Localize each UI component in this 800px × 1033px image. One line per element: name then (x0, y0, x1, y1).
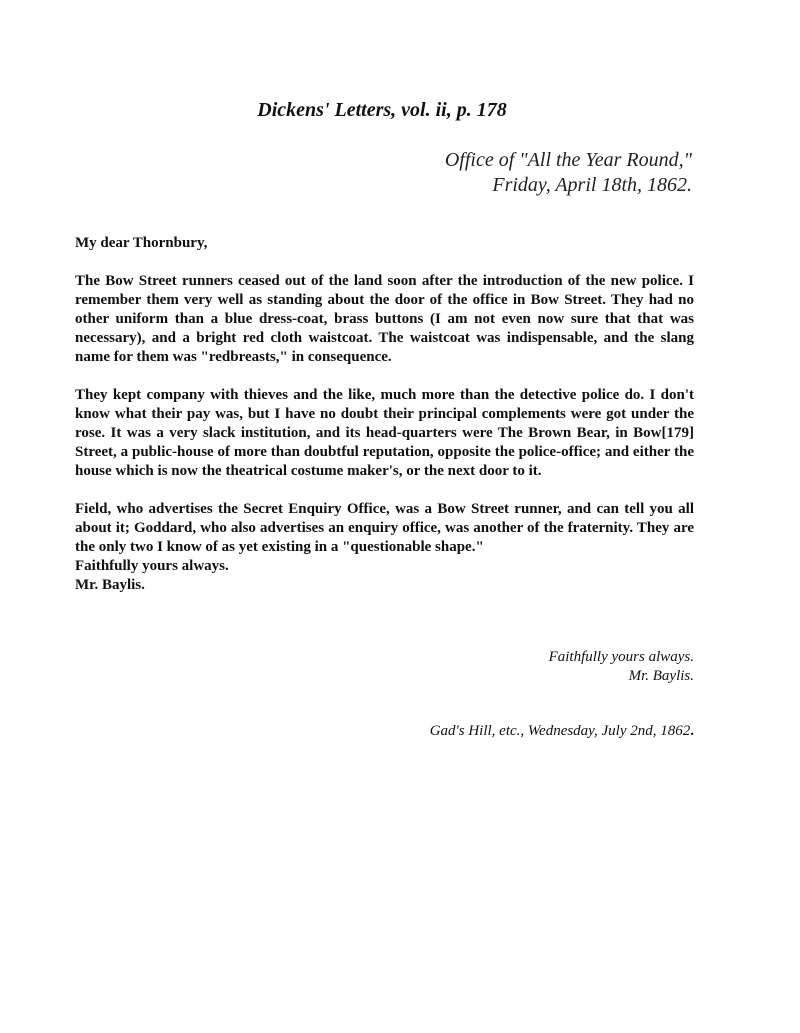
paragraph-1: The Bow Street runners ceased out of the land soon after the introduction of the new police. I remember them very well as standing about the door of the office in Bow Street. They had no other uniform than a blue dress-coat, brass buttons (I am not even now sure that that was necessary), and a bright red cloth waistcoat. The waistcoat was indispensable, and the slang name for them was "redbreasts," in consequence. (75, 273, 694, 365)
footer-dateline (430, 722, 694, 741)
document-heading: Dickens' Letters, vol. ii, p. 178 (257, 99, 507, 121)
paragraph-2: They kept company with thieves and the like, much more than the detective police do. I don't know what their pay was, but I have no doubt their principal complements were got under the rose. It was a very slack institution, and its head-quarters were The Brown Bear, in Bow[179] Street, a public-house of more than doubtful reputation, opposite the police-office; and either the house which is now the theatrical costume maker's, or the next door to it. (75, 387, 694, 479)
office-line: Office of "All the Year Round," (444, 149, 692, 171)
inline-signature: Mr. Baylis. (75, 577, 145, 593)
footer-dateline-period: . (690, 723, 694, 739)
footer-dateline-text: Gad's Hill, etc., Wednesday, July 2nd, 1862 (429, 723, 691, 739)
signoff-closing: Faithfully yours always. (548, 649, 694, 665)
header-date-line: Friday, April 18th, 1862. (492, 174, 692, 196)
signoff-block (549, 648, 694, 686)
signoff-signature: Mr. Baylis. (628, 668, 694, 684)
paragraph-3: Field, who advertises the Secret Enquiry Office, was a Bow Street runner, and can tell you all about it; Goddard, who also advertises an enquiry office, was another of the fraternity. They are the only two I know of as yet existing in a "questionable shape." (75, 501, 694, 555)
salutation: My dear Thornbury, (75, 235, 208, 251)
letter-body (75, 234, 694, 595)
letter-header (445, 148, 692, 198)
inline-closing: Faithfully yours always. (75, 558, 229, 574)
